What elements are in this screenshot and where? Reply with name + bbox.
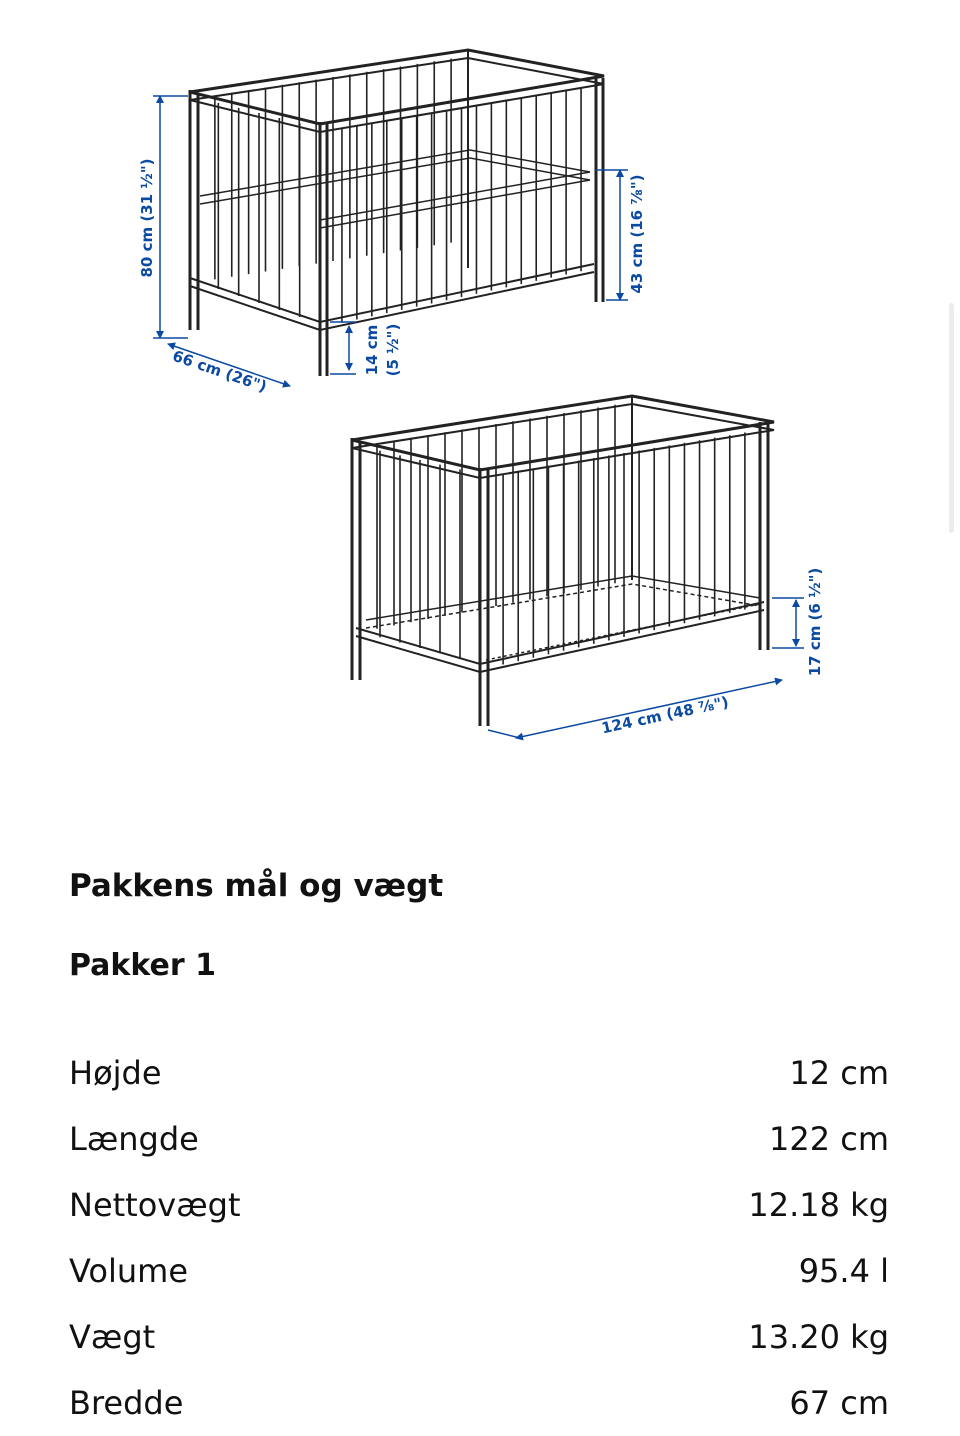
spec-value: 13.20 kg (748, 1318, 889, 1356)
package-title: Pakker 1 (69, 948, 216, 983)
spec-value: 95.4 l (798, 1252, 889, 1290)
crib-high-leg-label: 14 cm (363, 324, 381, 376)
spec-label: Nettovægt (69, 1186, 241, 1224)
crib-high-depth-label: 66 cm (26") (170, 346, 270, 396)
spec-value: 12 cm (789, 1054, 889, 1092)
spec-value: 67 cm (789, 1384, 889, 1422)
spec-row-height (69, 1040, 889, 1106)
spec-row-net-weight (69, 1172, 889, 1238)
spec-label: Højde (69, 1054, 162, 1092)
spec-value: 12.18 kg (748, 1186, 889, 1224)
spec-row-weight (69, 1304, 889, 1370)
crib-low-length-label: 124 cm (48 ⅞") (599, 692, 731, 738)
spec-row-width (69, 1370, 889, 1436)
spec-label: Vægt (69, 1318, 156, 1356)
spec-row-length (69, 1106, 889, 1172)
scrollbar[interactable] (949, 303, 954, 533)
spec-label: Bredde (69, 1384, 184, 1422)
spec-label: Volume (69, 1252, 189, 1290)
spec-label: Længde (69, 1120, 199, 1158)
spec-value: 122 cm (768, 1120, 889, 1158)
crib-high-leg-label-inch: (5 ½") (384, 323, 402, 377)
spec-row-volume (69, 1238, 889, 1304)
section-title: Pakkens mål og vægt (69, 868, 444, 904)
crib-high-height-label: 80 cm (31 ½") (138, 158, 156, 278)
crib-low-base-label: 17 cm (6 ½") (806, 567, 824, 677)
package-specs-list (69, 1040, 889, 1436)
crib-high-base-label: 43 cm (16 ⅞") (628, 174, 646, 294)
